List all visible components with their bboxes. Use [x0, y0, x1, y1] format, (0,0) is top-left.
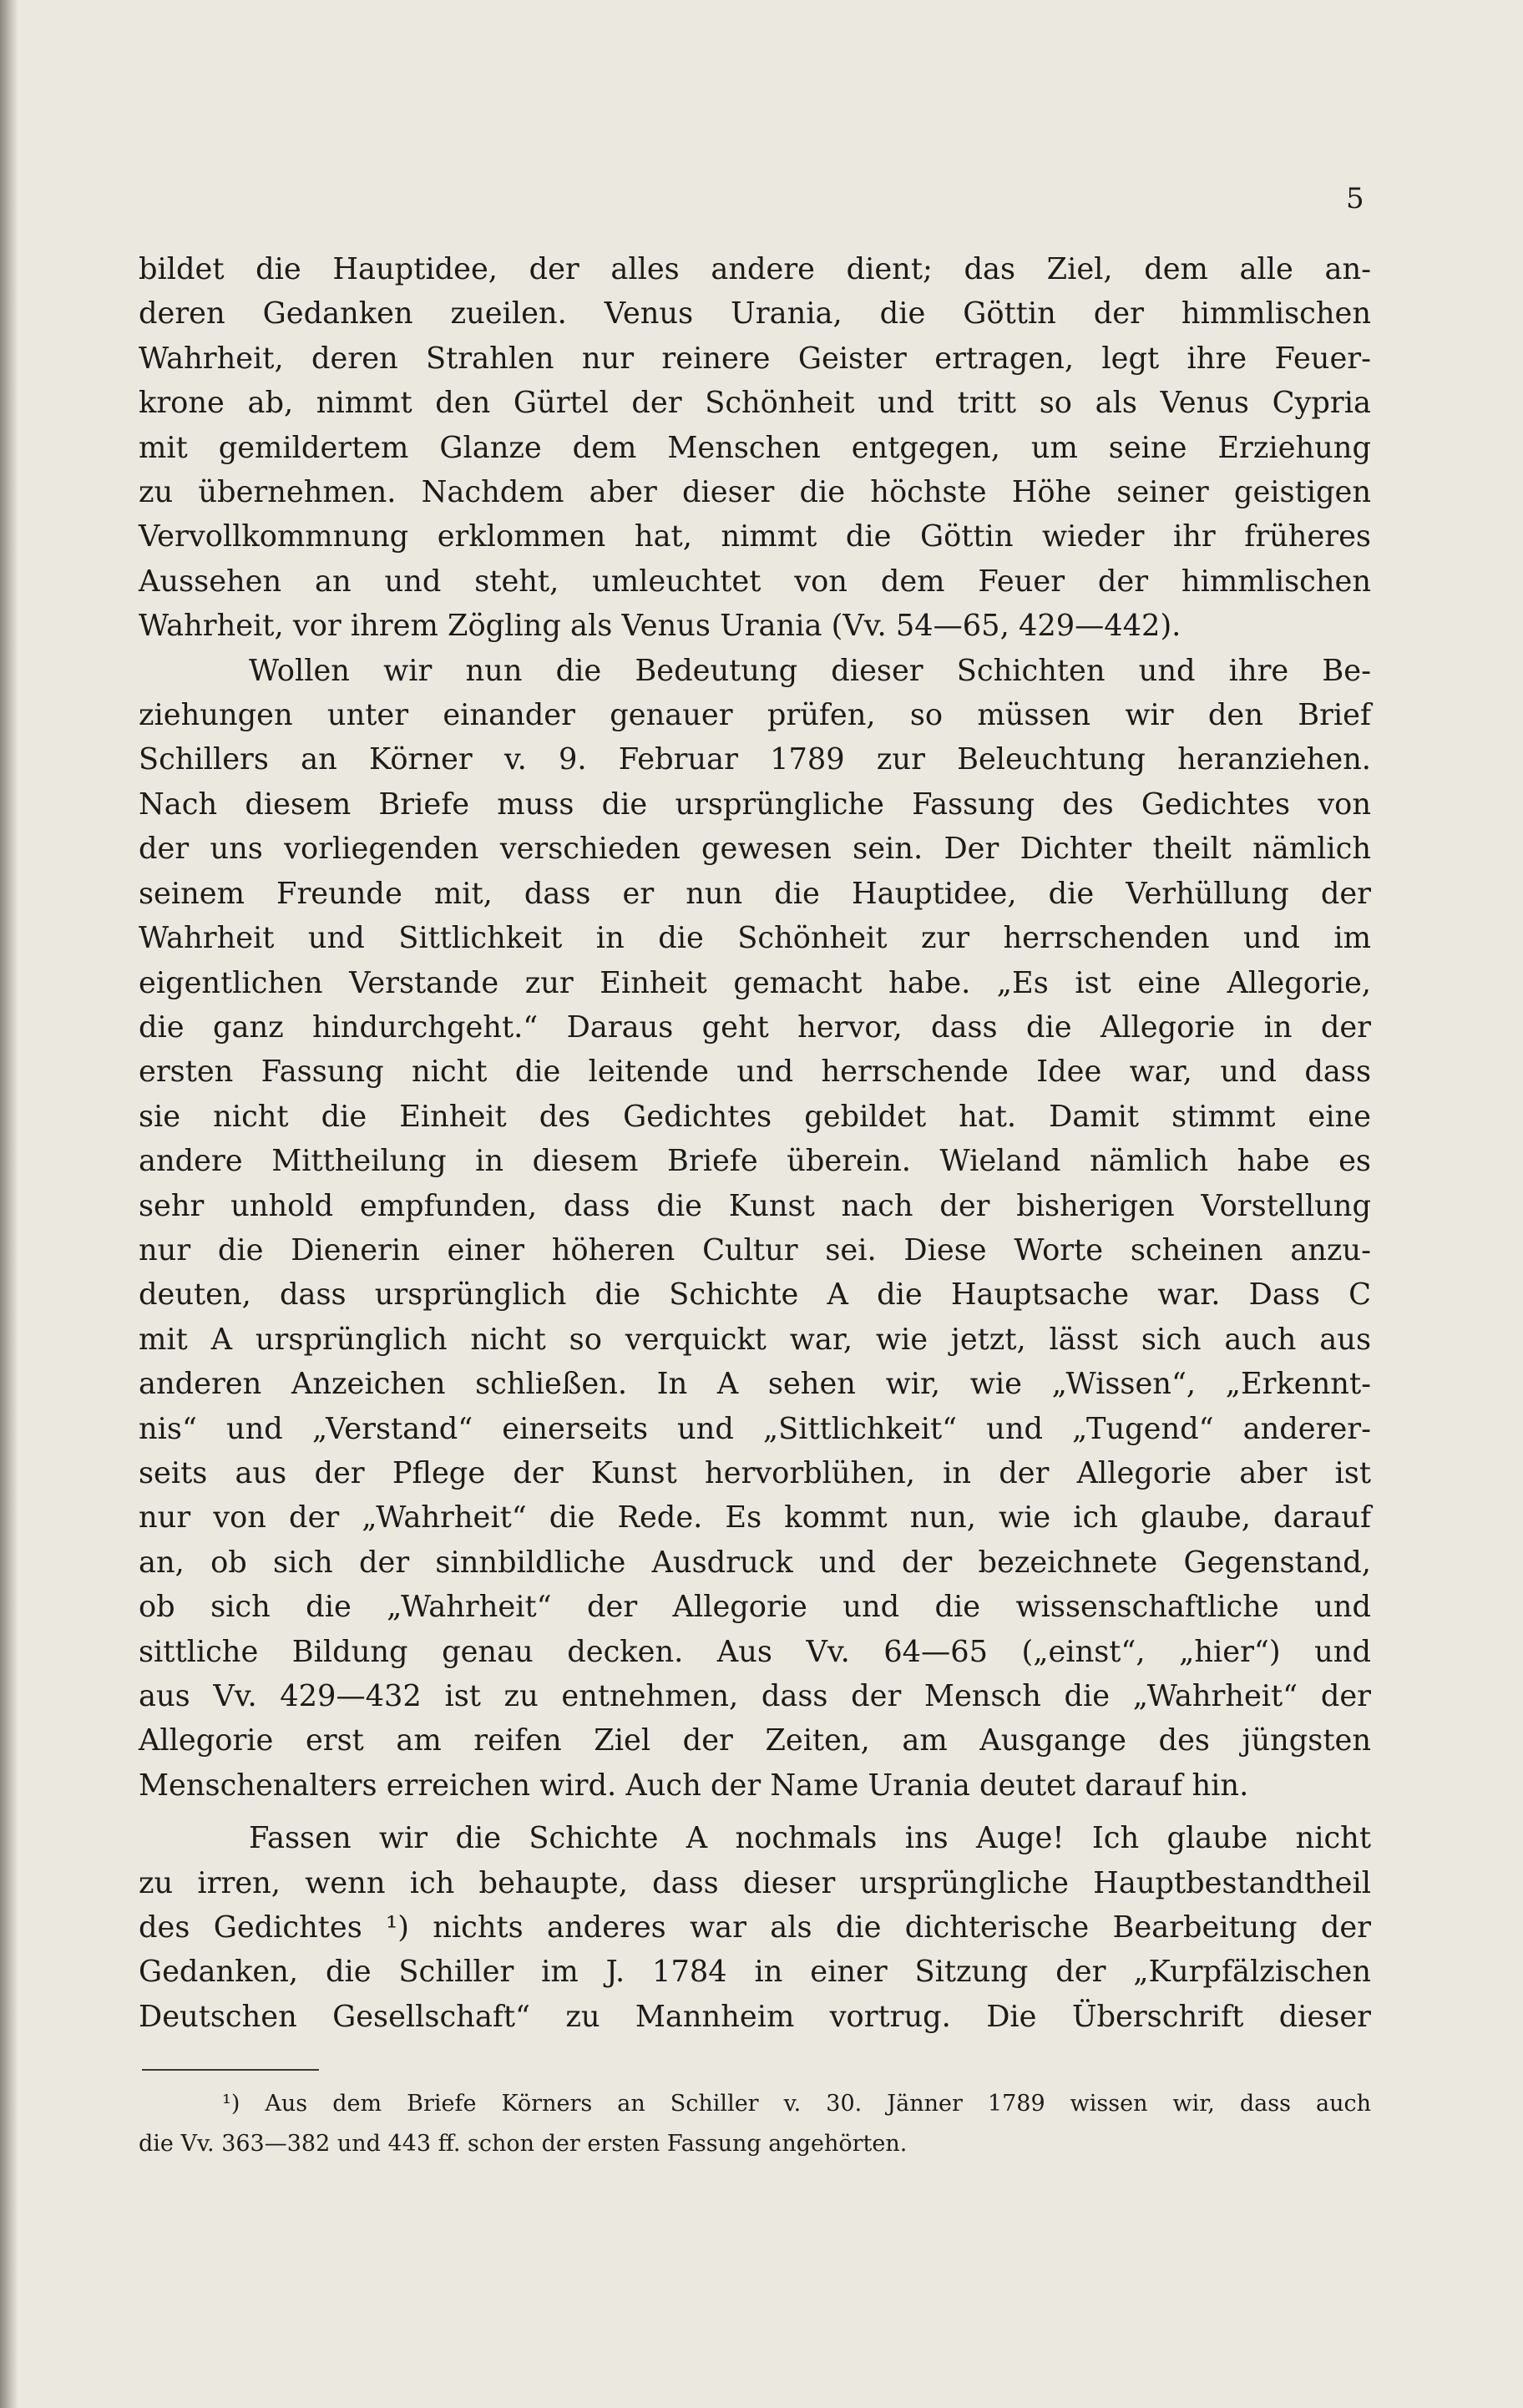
text-line: anderen Anzeichen schließen. In A sehen wir, wie „Wissen“, „Erkennt-: [139, 1367, 1371, 1402]
footnote-line: die Vv. 363—382 und 443 ff. schon der ersten Fassung angehörten.: [139, 2131, 908, 2157]
text-line: die ganz hindurchgeht.“ Daraus geht hervor, dass die Allegorie in der: [139, 1009, 1371, 1045]
text-line: Menschenalters erreichen wird. Auch der Name Urania deutet darauf hin.: [139, 1768, 1249, 1803]
text-line: andere Mittheilung in diesem Briefe überein. Wieland nämlich habe es: [139, 1144, 1371, 1179]
text-line: krone ab, nimmt den Gürtel der Schönheit und tritt so als Venus Cypria: [139, 386, 1371, 421]
footnote-line: ¹) Aus dem Briefe Körners an Schiller v. 30. Jänner 1789 wissen wir, dass auch: [222, 2091, 1371, 2117]
footnote-rule: [142, 2069, 319, 2071]
text-line: Wahrheit, deren Strahlen nur reinere Geister ertragen, legt ihre Feuer-: [139, 341, 1371, 376]
text-line: ob sich die „Wahrheit“ der Allegorie und die wissenschaftliche und: [139, 1590, 1371, 1625]
text-line: nur die Dienerin einer höheren Cultur sei. Diese Worte scheinen anzu-: [139, 1232, 1371, 1267]
text-line: Wahrheit, vor ihrem Zögling als Venus Urania (Vv. 54—65, 429—442).: [139, 609, 1181, 644]
text-line: sehr unhold empfunden, dass die Kunst nach der bisherigen Vorstellung: [139, 1188, 1371, 1223]
text-line: aus Vv. 429—432 ist zu entnehmen, dass der Mensch die „Wahrheit“ der: [139, 1679, 1371, 1713]
text-line: Fassen wir die Schichte A nochmals ins Auge! Ich glaube nicht: [249, 1821, 1371, 1856]
text-line: nur von der „Wahrheit“ die Rede. Es kommt nun, wie ich glaube, darauf: [139, 1500, 1371, 1535]
text-line: Wollen wir nun die Bedeutung dieser Schichten und ihre Be-: [249, 653, 1371, 688]
text-line: Nach diesem Briefe muss die ursprüngliche Fassung des Gedichtes von: [139, 787, 1371, 822]
text-line: Deutschen Gesellschaft“ zu Mannheim vortrug. Die Überschrift dieser: [139, 1999, 1371, 2034]
page-gutter-shadow: [0, 0, 18, 2408]
text-line: deuten, dass ursprünglich die Schichte A die Hauptsache war. Dass C: [139, 1277, 1371, 1313]
text-line: Wahrheit und Sittlichkeit in die Schönheit zur herrschenden und im: [139, 921, 1371, 956]
text-line: eigentlichen Verstande zur Einheit gemacht habe. „Es ist eine Allegorie,: [139, 965, 1371, 1000]
text-line: Gedanken, die Schiller im J. 1784 in einer Sitzung der „Kurpfälzischen: [139, 1955, 1371, 1990]
text-line: an, ob sich der sinnbildliche Ausdruck und der bezeichnete Gegenstand,: [139, 1545, 1371, 1580]
text-line: ziehungen unter einander genauer prüfen, so müssen wir den Brief: [139, 698, 1371, 733]
page-number: 5: [1346, 182, 1364, 215]
text-line: seinem Freunde mit, dass er nun die Hauptidee, die Verhüllung der: [139, 876, 1371, 911]
text-line: bildet die Hauptidee, der alles andere dient; das Ziel, dem alle an-: [139, 252, 1371, 286]
text-line: sittliche Bildung genau decken. Aus Vv. 64—65 („einst“, „hier“) und: [139, 1634, 1371, 1669]
text-line: Vervollkommnung erklommen hat, nimmt die Göttin wieder ihr früheres: [139, 519, 1371, 554]
text-line: mit gemildertem Glanze dem Menschen entgegen, um seine Erziehung: [139, 430, 1371, 465]
text-line: Schillers an Körner v. 9. Februar 1789 zur Beleuchtung heranziehen.: [139, 742, 1371, 777]
footnotes: [139, 2084, 1371, 2164]
text-line: Allegorie erst am reifen Ziel der Zeiten, am Ausgange des jüngsten: [139, 1723, 1371, 1758]
text-line: Aussehen an und steht, umleuchtet von dem Feuer der himmlischen: [139, 564, 1371, 599]
text-line: zu irren, wenn ich behaupte, dass dieser ursprüngliche Hauptbestandtheil: [139, 1865, 1371, 1900]
text-line: ersten Fassung nicht die leitende und herrschende Idee war, und dass: [139, 1055, 1371, 1090]
text-line: des Gedichtes ¹) nichts anderes war als die dichterische Bearbeitung der: [139, 1910, 1371, 1945]
text-line: seits aus der Pflege der Kunst hervorblühen, in der Allegorie aber ist: [139, 1455, 1371, 1490]
text-line: deren Gedanken zueilen. Venus Urania, die Göttin der himmlischen: [139, 296, 1371, 331]
text-line: nis“ und „Verstand“ einerseits und „Sittlichkeit“ und „Tugend“ anderer-: [139, 1411, 1371, 1446]
text-line: sie nicht die Einheit des Gedichtes gebildet hat. Damit stimmt eine: [139, 1099, 1371, 1134]
text-line: zu übernehmen. Nachdem aber dieser die höchste Höhe seiner geistigen: [139, 475, 1371, 510]
text-line: der uns vorliegenden verschieden gewesen sein. Der Dichter theilt nämlich: [139, 832, 1371, 867]
text-line: mit A ursprünglich nicht so verquickt war, wie jetzt, lässt sich auch aus: [139, 1322, 1371, 1357]
body-text: [139, 247, 1371, 2039]
